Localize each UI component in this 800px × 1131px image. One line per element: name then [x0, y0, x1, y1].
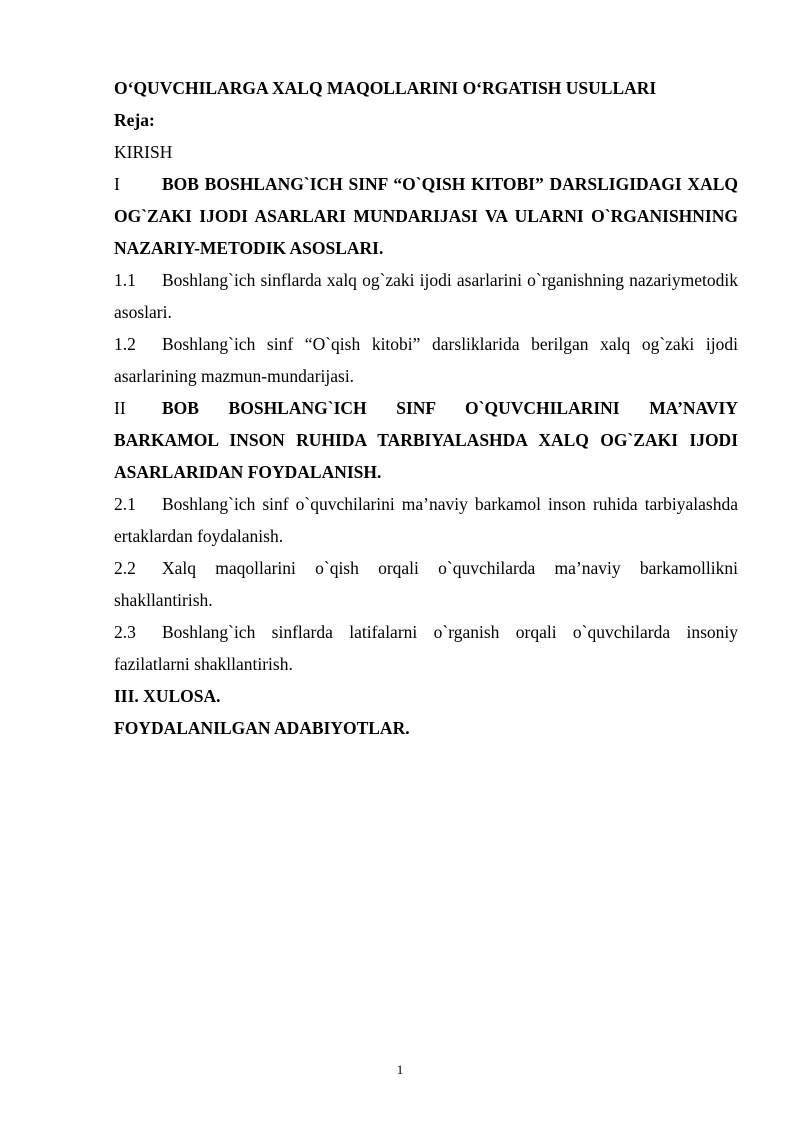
chapter-2-number: II	[114, 398, 126, 418]
chapter-2-heading	[114, 392, 738, 488]
section-text: Xalq maqollarini o`qish orqali o`quvchilarda ma’naviy barkamollikni shakllantirish.	[114, 558, 738, 610]
chapter-1-title: BOB BOSHLANG`ICH SINF “O`QISH KITOBI” DARSLIGIDAGI XALQ OG`ZAKI IJODI ASARLARI MUNDARIJASI VA ULARNI O`RGANISHNING NAZARIY-METODIK ASOSLARI.	[114, 174, 738, 258]
intro-heading: KIRISH	[114, 142, 173, 162]
section-text: Boshlang`ich sinf o`quvchilarini ma’naviy barkamol inson ruhida tarbiyalashda ertaklardan foydalanish.	[114, 494, 738, 546]
conclusion-heading: III. XULOSA.	[114, 686, 221, 706]
chapter-1-number: I	[114, 174, 120, 194]
section-number: 2.2	[114, 558, 136, 578]
section-text: Boshlang`ich sinflarda xalq og`zaki ijodi asarlarini o`rganishning nazariymetodik asoslari.	[114, 270, 738, 322]
section-2-3	[114, 616, 738, 680]
document-title: O‘QUVCHILARGA XALQ MAQOLLARINI O‘RGATISH USULLARI	[114, 78, 657, 98]
chapter-2-title: BOB BOSHLANG`ICH SINF O`QUVCHILARINI MA’NAVIY BARKAMOL INSON RUHIDA TARBIYALASHDA XALQ OG`ZAKI IJODI ASARLARIDAN FOYDALANISH.	[114, 398, 738, 482]
section-2-1	[114, 488, 738, 552]
table-of-contents	[114, 72, 738, 744]
section-text: Boshlang`ich sinflarda latifalarni o`rganish orqali o`quvchilarda insoniy fazilatlarni shakllantirish.	[114, 622, 738, 674]
references-heading: FOYDALANILGAN ADABIYOTLAR.	[114, 718, 410, 738]
chapter-1-heading	[114, 168, 738, 264]
section-text: Boshlang`ich sinf “O`qish kitobi” darsliklarida berilgan xalq og`zaki ijodi asarlarining mazmun-mundarijasi.	[114, 334, 738, 386]
section-number: 2.1	[114, 494, 136, 514]
section-1-2	[114, 328, 738, 392]
plan-label: Reja:	[114, 110, 155, 130]
section-number: 2.3	[114, 622, 136, 642]
page-number: 1	[396, 1062, 404, 1077]
section-number: 1.1	[114, 270, 136, 290]
section-2-2	[114, 552, 738, 616]
section-number: 1.2	[114, 334, 136, 354]
section-1-1	[114, 264, 738, 328]
